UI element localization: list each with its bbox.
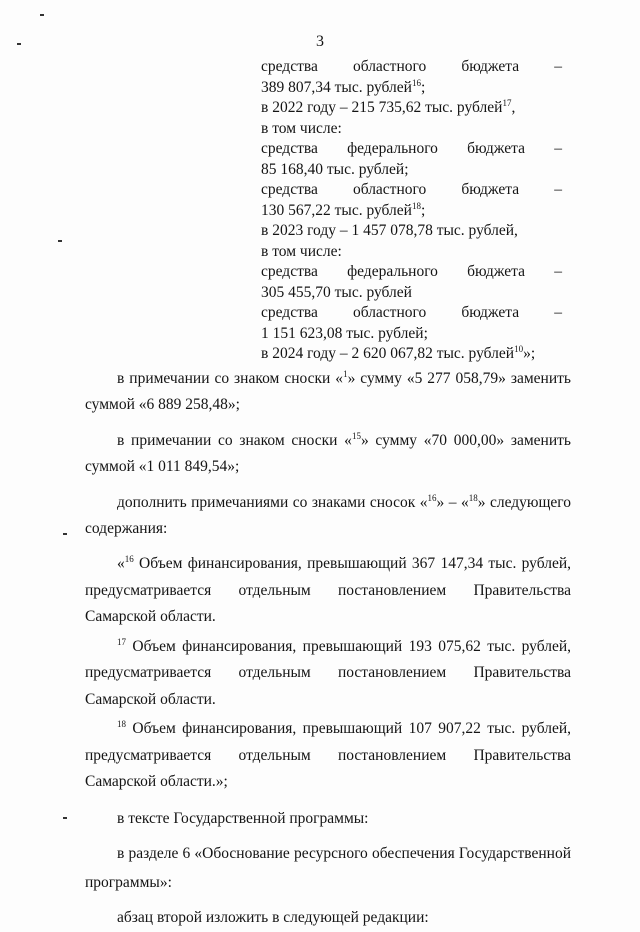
funding-word: средства [261,58,318,75]
funding-word: – [554,181,562,198]
funding-text: в 2024 году – 2 620 067,82 тыс. рублей [261,345,515,362]
funding-text: в 2022 году – 215 735,62 тыс. рублей [261,99,503,116]
funding-tail: »; [523,345,536,362]
funding-text: 389 807,34 тыс. рублей [261,78,412,96]
funding-word: бюджета [467,140,525,157]
funding-word: средства [261,140,318,157]
footnote-17: $^{17}$ Объем финансирования, превышающий 193 075,62 тыс. рублей, предусматривается отдельным постановлением Правительства Самарской области. [85,636,571,708]
funding-text: в том числе: [261,119,342,137]
funding-line [261,98,562,119]
funding-line [261,324,562,345]
funding-line [261,119,562,140]
funding-block [261,57,562,365]
funding-line [261,283,562,304]
paragraph-add-notes: дополнить примечаниями со знаками сносок «$^{16}$» – «$^{18}$» следующего содержания: [85,493,571,537]
funding-word: бюджета [461,58,520,75]
funding-line [261,139,562,160]
funding-word: – [554,58,562,75]
funding-line [261,242,562,263]
funding-line [261,160,562,181]
funding-word: – [554,263,562,280]
funding-text: 305 455,70 тыс. рублей [261,283,412,301]
funding-word: средства [261,304,318,321]
main-text [85,366,571,932]
funding-word: средства [261,263,318,280]
scan-speck [63,533,67,535]
funding-tail: ; [420,201,426,219]
funding-line [261,303,562,324]
funding-word: федерального [347,263,438,280]
paragraph-note-15: в примечании со знаком сноски «$^{15}$» сумму «70 000,00» заменить суммой «1 011 849,54»; [85,431,571,475]
paragraph-program-text: в тексте Государственной программы: [117,809,369,827]
funding-text: в 2023 году – 1 457 078,78 тыс. рублей, [261,222,518,239]
paragraph-section-6: в разделе 6 «Обоснование ресурсного обеспечения Государственной программы»: [85,844,571,891]
footnote-18: $^{18}$ Объем финансирования, превышающий 107 907,22 тыс. рублей, предусматривается отдельным постановлением Правительства Самарской области.»; [85,719,571,790]
funding-word: бюджета [467,263,525,280]
footnote-ref: 10 [514,344,524,354]
funding-line [261,201,562,222]
paragraph-second-abzac: абзац второй изложить в следующей редакции: [117,908,429,926]
scan-speck [58,240,62,242]
funding-line [261,221,562,242]
footnote-ref: 16 [411,77,421,88]
funding-line [261,57,562,78]
footnote-ref: 17 [502,98,512,108]
funding-text: в том числе: [261,242,342,260]
page-number: 3 [316,33,324,50]
scan-speck [63,817,67,819]
funding-text: 85 168,40 тыс. рублей; [261,160,409,178]
funding-word: – [554,304,562,321]
funding-tail: , [511,99,516,116]
footnote-16: «$^{16}$ Объем финансирования, превышающий 367 147,34 тыс. рублей, предусматривается отдельным постановлением Правительства Самарской области. [85,554,571,625]
footnote-ref: 18 [411,200,421,211]
funding-word: областного [352,181,427,198]
funding-word: областного [352,304,427,321]
funding-word: бюджета [461,304,520,321]
funding-line [261,180,562,201]
paragraph-note-1: в примечании со знаком сноски «$^1$» сумму «5 277 058,79» заменить суммой «6 889 258,48»; [85,369,571,413]
funding-line [261,262,562,283]
scan-speck [40,14,44,16]
funding-word: средства [261,181,318,198]
funding-line [261,78,562,99]
funding-tail: ; [420,78,426,96]
funding-text: 1 151 623,08 тыс. рублей; [261,324,428,342]
funding-word: бюджета [461,181,520,198]
funding-word: областного [352,58,427,75]
funding-text: 130 567,22 тыс. рублей [261,201,412,219]
funding-line [261,344,562,365]
funding-word: – [554,140,562,157]
funding-word: федерального [347,140,438,157]
